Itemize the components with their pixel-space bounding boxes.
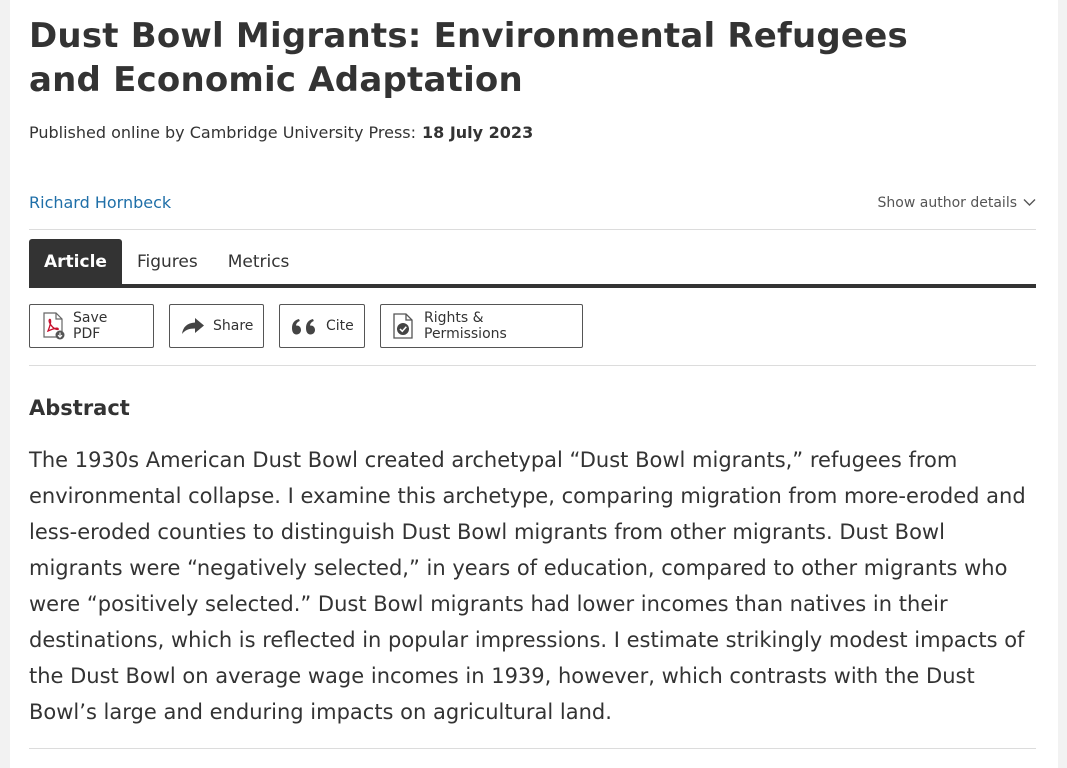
cite-label: Cite xyxy=(326,318,354,334)
tab-figures[interactable]: Figures xyxy=(136,252,198,272)
save-pdf-label: Save PDF xyxy=(73,310,108,342)
tab-underline xyxy=(29,284,1036,288)
abstract-text: The 1930s American Dust Bowl created archetypal “Dust Bowl migrants,” refugees from environmental collapse. I examine this archetype, comparing migration from more-eroded and less-eroded counties to distinguish Dust Bowl migrants from other migrants. Dust Bowl migrants were “negatively selected,” in years of education, compared to other migrants who were “positively selected.” Dust Bowl migrants had lower incomes than natives in their destinations, which is reflected in popular impressions. I estimate strikingly modest impacts of the Dust Bowl on average wage incomes in 1939, however, which contrasts with the Dust Bowl’s large and enduring impacts on agricultural land. xyxy=(29,448,1026,724)
share-label: Share xyxy=(213,318,254,334)
pdf-file-icon xyxy=(41,312,65,340)
published-label: Published online by Cambridge University Press: xyxy=(29,123,416,142)
divider xyxy=(29,229,1036,230)
article-tabs xyxy=(29,239,304,285)
permissions-document-icon xyxy=(392,312,416,340)
author-link[interactable]: Richard Hornbeck xyxy=(29,193,172,212)
abstract-heading: Abstract xyxy=(29,396,130,420)
article-title: Dust Bowl Migrants: Environmental Refugees and Economic Adaptation xyxy=(29,16,908,100)
tab-metrics[interactable]: Metrics xyxy=(227,252,290,272)
save-pdf-button[interactable] xyxy=(29,304,154,348)
published-date: 18 July 2023 xyxy=(422,123,534,142)
quote-icon xyxy=(291,318,318,335)
rights-permissions-button[interactable] xyxy=(380,304,583,348)
divider xyxy=(29,365,1036,366)
cite-button[interactable] xyxy=(279,304,365,348)
show-author-details-button[interactable] xyxy=(878,191,1036,215)
share-arrow-icon xyxy=(181,317,205,335)
page xyxy=(10,0,1058,768)
publication-line xyxy=(29,121,533,145)
divider xyxy=(29,748,1036,749)
tab-article[interactable]: Article xyxy=(29,239,122,285)
article-actions xyxy=(29,304,583,348)
chevron-down-icon xyxy=(1023,191,1036,215)
rights-permissions-label: Rights & Permissions xyxy=(424,310,507,342)
share-button[interactable] xyxy=(169,304,264,348)
author-details-label: Show author details xyxy=(877,195,1017,211)
